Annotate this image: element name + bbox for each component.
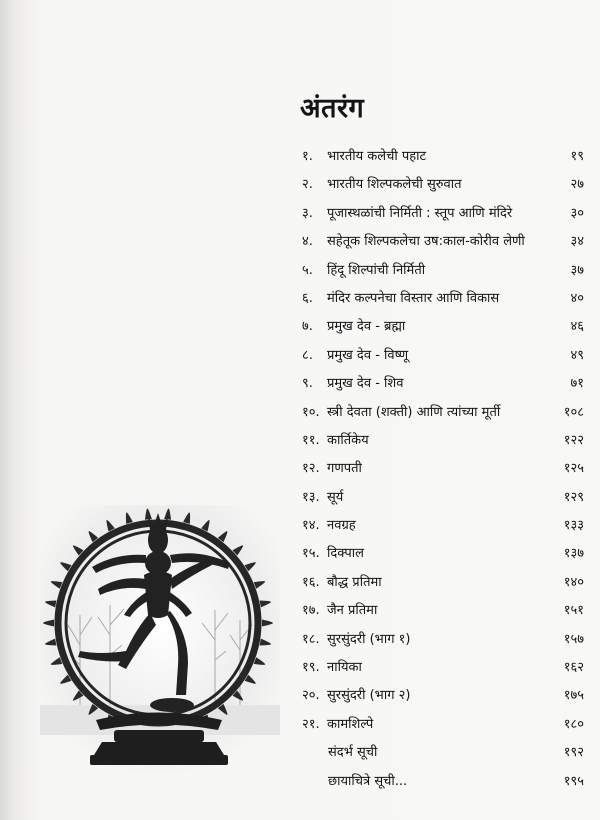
page-number: ३७ (570, 262, 584, 278)
chapter-number: १६. (302, 574, 320, 590)
table-of-contents (302, 146, 584, 799)
chapter-number: ८. (302, 347, 313, 363)
page-number: १९५ (563, 773, 584, 789)
toc-entry[interactable] (302, 487, 584, 515)
toc-entry-text (302, 685, 410, 703)
toc-entry-text (302, 657, 362, 675)
nataraja-statue-image (40, 505, 280, 770)
chapter-number: ११. (302, 432, 320, 448)
chapter-title: छायाचित्रे सूची... (328, 773, 408, 789)
chapter-title: कार्तिकेय (327, 432, 369, 448)
page-number: २७ (570, 177, 584, 193)
chapter-number: १९. (302, 660, 320, 676)
toc-entry-text (302, 373, 403, 391)
page-number: १२५ (563, 461, 584, 477)
chapter-number: १८. (302, 631, 320, 647)
toc-entry[interactable] (302, 629, 584, 657)
chapter-number: १४. (302, 518, 320, 534)
toc-entry[interactable] (302, 657, 584, 685)
chapter-number: १७. (302, 603, 320, 619)
chapter-number: १३. (302, 489, 320, 505)
page-number: १६२ (563, 660, 584, 676)
page-number: ३४ (570, 234, 584, 250)
page-number: ७१ (570, 376, 584, 392)
toc-entry[interactable] (302, 174, 584, 202)
toc-entry[interactable] (302, 345, 584, 373)
page-number: १०८ (563, 404, 584, 420)
chapter-number: १०. (302, 404, 320, 420)
page-number: १३३ (563, 518, 584, 534)
chapter-title: नायिका (327, 660, 362, 676)
toc-entry[interactable] (302, 316, 584, 344)
toc-entry[interactable] (302, 600, 584, 628)
chapter-title: स्त्री देवता (शक्ती) आणि त्यांच्या मूर्ती (327, 404, 501, 420)
chapter-title: हिंदू शिल्पांची निर्मिती (327, 262, 426, 278)
chapter-title: गणपती (327, 461, 362, 477)
chapter-title: बौद्ध प्रतिमा (327, 574, 382, 590)
chapter-number: १२. (302, 461, 320, 477)
chapter-title: जैन प्रतिमा (327, 603, 378, 619)
toc-entry[interactable] (302, 288, 584, 316)
toc-entry-text (302, 316, 405, 334)
toc-entry-text (302, 203, 512, 221)
chapter-number: १५. (302, 546, 320, 562)
page-number: १२९ (563, 489, 584, 505)
toc-extra-entry[interactable] (302, 742, 584, 770)
toc-entry-text (302, 771, 407, 789)
toc-entry[interactable] (302, 430, 584, 458)
page-number: १२२ (563, 432, 584, 448)
toc-entry-text (302, 543, 364, 561)
toc-entry[interactable] (302, 714, 584, 742)
chapter-number: २. (302, 177, 313, 193)
toc-entry-text (302, 430, 369, 448)
toc-entry-text (302, 402, 500, 420)
toc-entry-text (302, 288, 499, 306)
toc-entry[interactable] (302, 260, 584, 288)
chapter-number: १. (302, 149, 313, 164)
page-number: १५१ (563, 603, 584, 619)
chapter-title: भारतीय कलेची पहाट (327, 149, 427, 164)
chapter-title: सुरसुंदरी (भाग १) (327, 631, 411, 647)
toc-entry-text (302, 600, 377, 618)
chapter-title: सुरसुंदरी (भाग २) (327, 688, 411, 704)
toc-entry[interactable] (302, 203, 584, 231)
page-number: ४६ (570, 319, 584, 335)
toc-entry-text (302, 174, 462, 192)
chapter-number: ५. (302, 262, 313, 278)
toc-entry[interactable] (302, 543, 584, 571)
chapter-title: प्रमुख देव - शिव (327, 376, 404, 392)
toc-entry-text (302, 629, 410, 647)
toc-entry-text (302, 231, 525, 249)
page-title: अंतरंग (300, 93, 365, 124)
page-number: १९ (570, 149, 584, 164)
toc-entry-text (302, 572, 382, 590)
toc-extra-entry[interactable] (302, 771, 584, 799)
chapter-number: २१. (302, 716, 320, 732)
toc-entry-text (302, 487, 343, 505)
toc-entry[interactable] (302, 146, 584, 174)
page-number: १७५ (563, 688, 584, 704)
chapter-title: पूजास्थळांची निर्मिती : स्तूप आणि मंदिरे (327, 205, 513, 221)
toc-entry-text (302, 345, 408, 363)
toc-entry-text (302, 146, 426, 164)
chapter-number: ३. (302, 205, 313, 221)
page-number: १४० (563, 574, 584, 590)
toc-entry-text (302, 714, 373, 732)
toc-entry-text (302, 458, 362, 476)
chapter-title: कामशिल्पे (327, 716, 374, 732)
chapter-title: सहेतूक शिल्पकलेचा उष:काल-कोरीव लेणी (327, 234, 525, 250)
chapter-title: दिक्पाल (327, 546, 364, 562)
chapter-number: ९. (302, 376, 313, 392)
chapter-title: प्रमुख देव - ब्रह्मा (327, 319, 406, 335)
chapter-title: नवग्रह (327, 518, 356, 534)
page-number: ३० (570, 205, 584, 221)
page-number: ४९ (570, 347, 584, 363)
toc-entry-text (302, 742, 377, 760)
toc-entry[interactable] (302, 685, 584, 713)
chapter-number: २०. (302, 688, 320, 704)
page-number: १८० (563, 716, 584, 732)
chapter-number: ६. (302, 290, 313, 306)
toc-entry[interactable] (302, 402, 584, 430)
chapter-title: प्रमुख देव - विष्णू (327, 347, 409, 363)
chapter-title: भारतीय शिल्पकलेची सुरुवात (327, 177, 462, 193)
toc-entry[interactable] (302, 572, 584, 600)
toc-entry[interactable] (302, 231, 584, 259)
chapter-title: मंदिर कल्पनेचा विस्तार आणि विकास (327, 290, 500, 306)
chapter-number: ७. (302, 319, 313, 335)
page-number: ४० (570, 290, 584, 306)
toc-entry[interactable] (302, 515, 584, 543)
chapter-number: ४. (302, 234, 313, 250)
toc-entry-text (302, 260, 425, 278)
page-number: १५७ (563, 631, 584, 647)
toc-entry[interactable] (302, 458, 584, 486)
page-number: १३७ (563, 546, 584, 562)
chapter-title: सूर्य (327, 489, 344, 505)
toc-entry[interactable] (302, 373, 584, 401)
page-number: १९२ (563, 745, 584, 761)
chapter-title: संदर्भ सूची (328, 745, 378, 761)
toc-entry-text (302, 515, 356, 533)
